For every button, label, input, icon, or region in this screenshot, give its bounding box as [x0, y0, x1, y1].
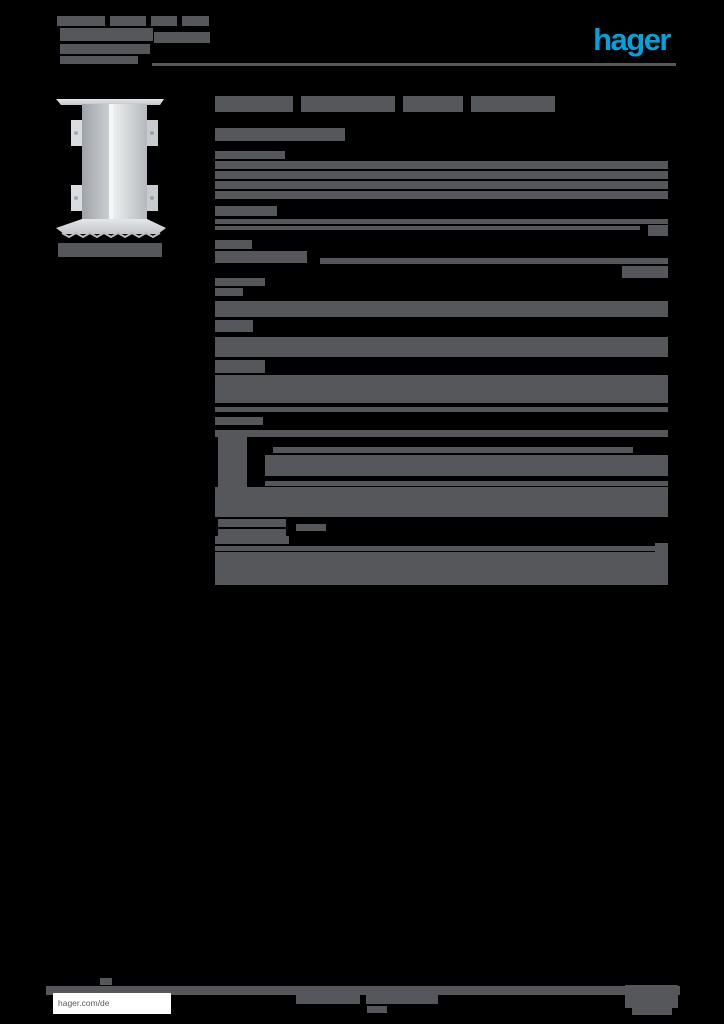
spec-label	[215, 288, 243, 296]
product-body-edge-highlight	[109, 104, 113, 221]
section-heading-bar	[215, 128, 345, 141]
product-caption-bar	[58, 243, 162, 257]
product-clip-rivet	[74, 196, 78, 200]
hager-logo: hager	[593, 22, 670, 57]
header-divider	[152, 63, 676, 66]
spec-label	[215, 360, 265, 373]
footer-website-link[interactable]: hager.com/de	[58, 998, 110, 1008]
header-ref-line	[110, 16, 146, 26]
title-bar	[301, 96, 395, 112]
product-body-left-face	[82, 104, 111, 221]
spec-value	[655, 543, 668, 552]
spec-label	[215, 206, 277, 216]
footer-link-box	[53, 993, 171, 1014]
header-ref-line	[60, 28, 153, 41]
spec-value	[622, 266, 668, 278]
product-bottom-flange	[56, 219, 166, 234]
spec-block	[265, 455, 668, 476]
spec-block	[215, 552, 668, 585]
title-bar	[403, 96, 463, 112]
paragraph-line	[215, 171, 668, 179]
spec-label	[215, 251, 307, 263]
spec-leader	[320, 258, 668, 264]
spec-leader	[215, 546, 668, 551]
product-clip-rivet	[150, 196, 154, 200]
product-body-right-face	[111, 104, 147, 221]
spec-label	[215, 417, 263, 425]
spec-label	[215, 320, 253, 332]
spec-label	[215, 278, 265, 286]
title-bar	[215, 96, 293, 112]
spec-block	[215, 337, 668, 357]
footer-logo-block	[632, 1008, 672, 1015]
product-clip-rivet	[150, 131, 154, 135]
header-ref-line	[60, 44, 150, 54]
product-image	[54, 93, 178, 239]
paragraph-line	[215, 191, 668, 199]
header-ref-line	[154, 32, 210, 43]
spec-leader	[215, 430, 668, 437]
spec-label	[215, 240, 252, 249]
header-ref-line	[57, 16, 105, 26]
spec-leader	[215, 226, 640, 230]
title-bar	[471, 96, 555, 112]
paragraph-line	[215, 161, 668, 169]
spec-chip	[296, 524, 326, 531]
spec-label	[218, 519, 286, 527]
spec-block	[215, 301, 668, 317]
spec-leader	[273, 447, 633, 453]
spec-leader	[215, 407, 668, 412]
header-ref-line	[182, 16, 209, 26]
spec-leader	[265, 481, 668, 486]
paragraph-line	[215, 151, 285, 159]
footer-note-bar	[367, 1006, 387, 1013]
header-ref-line	[151, 16, 177, 26]
spec-block	[215, 375, 668, 403]
spec-value	[648, 225, 668, 236]
product-clip-rivet	[74, 131, 78, 135]
spec-block	[215, 487, 668, 517]
paragraph-line	[215, 181, 668, 189]
header-ref-line	[60, 56, 138, 64]
spec-leader	[215, 219, 668, 224]
spec-label	[215, 536, 289, 544]
footer-mark	[100, 978, 112, 985]
